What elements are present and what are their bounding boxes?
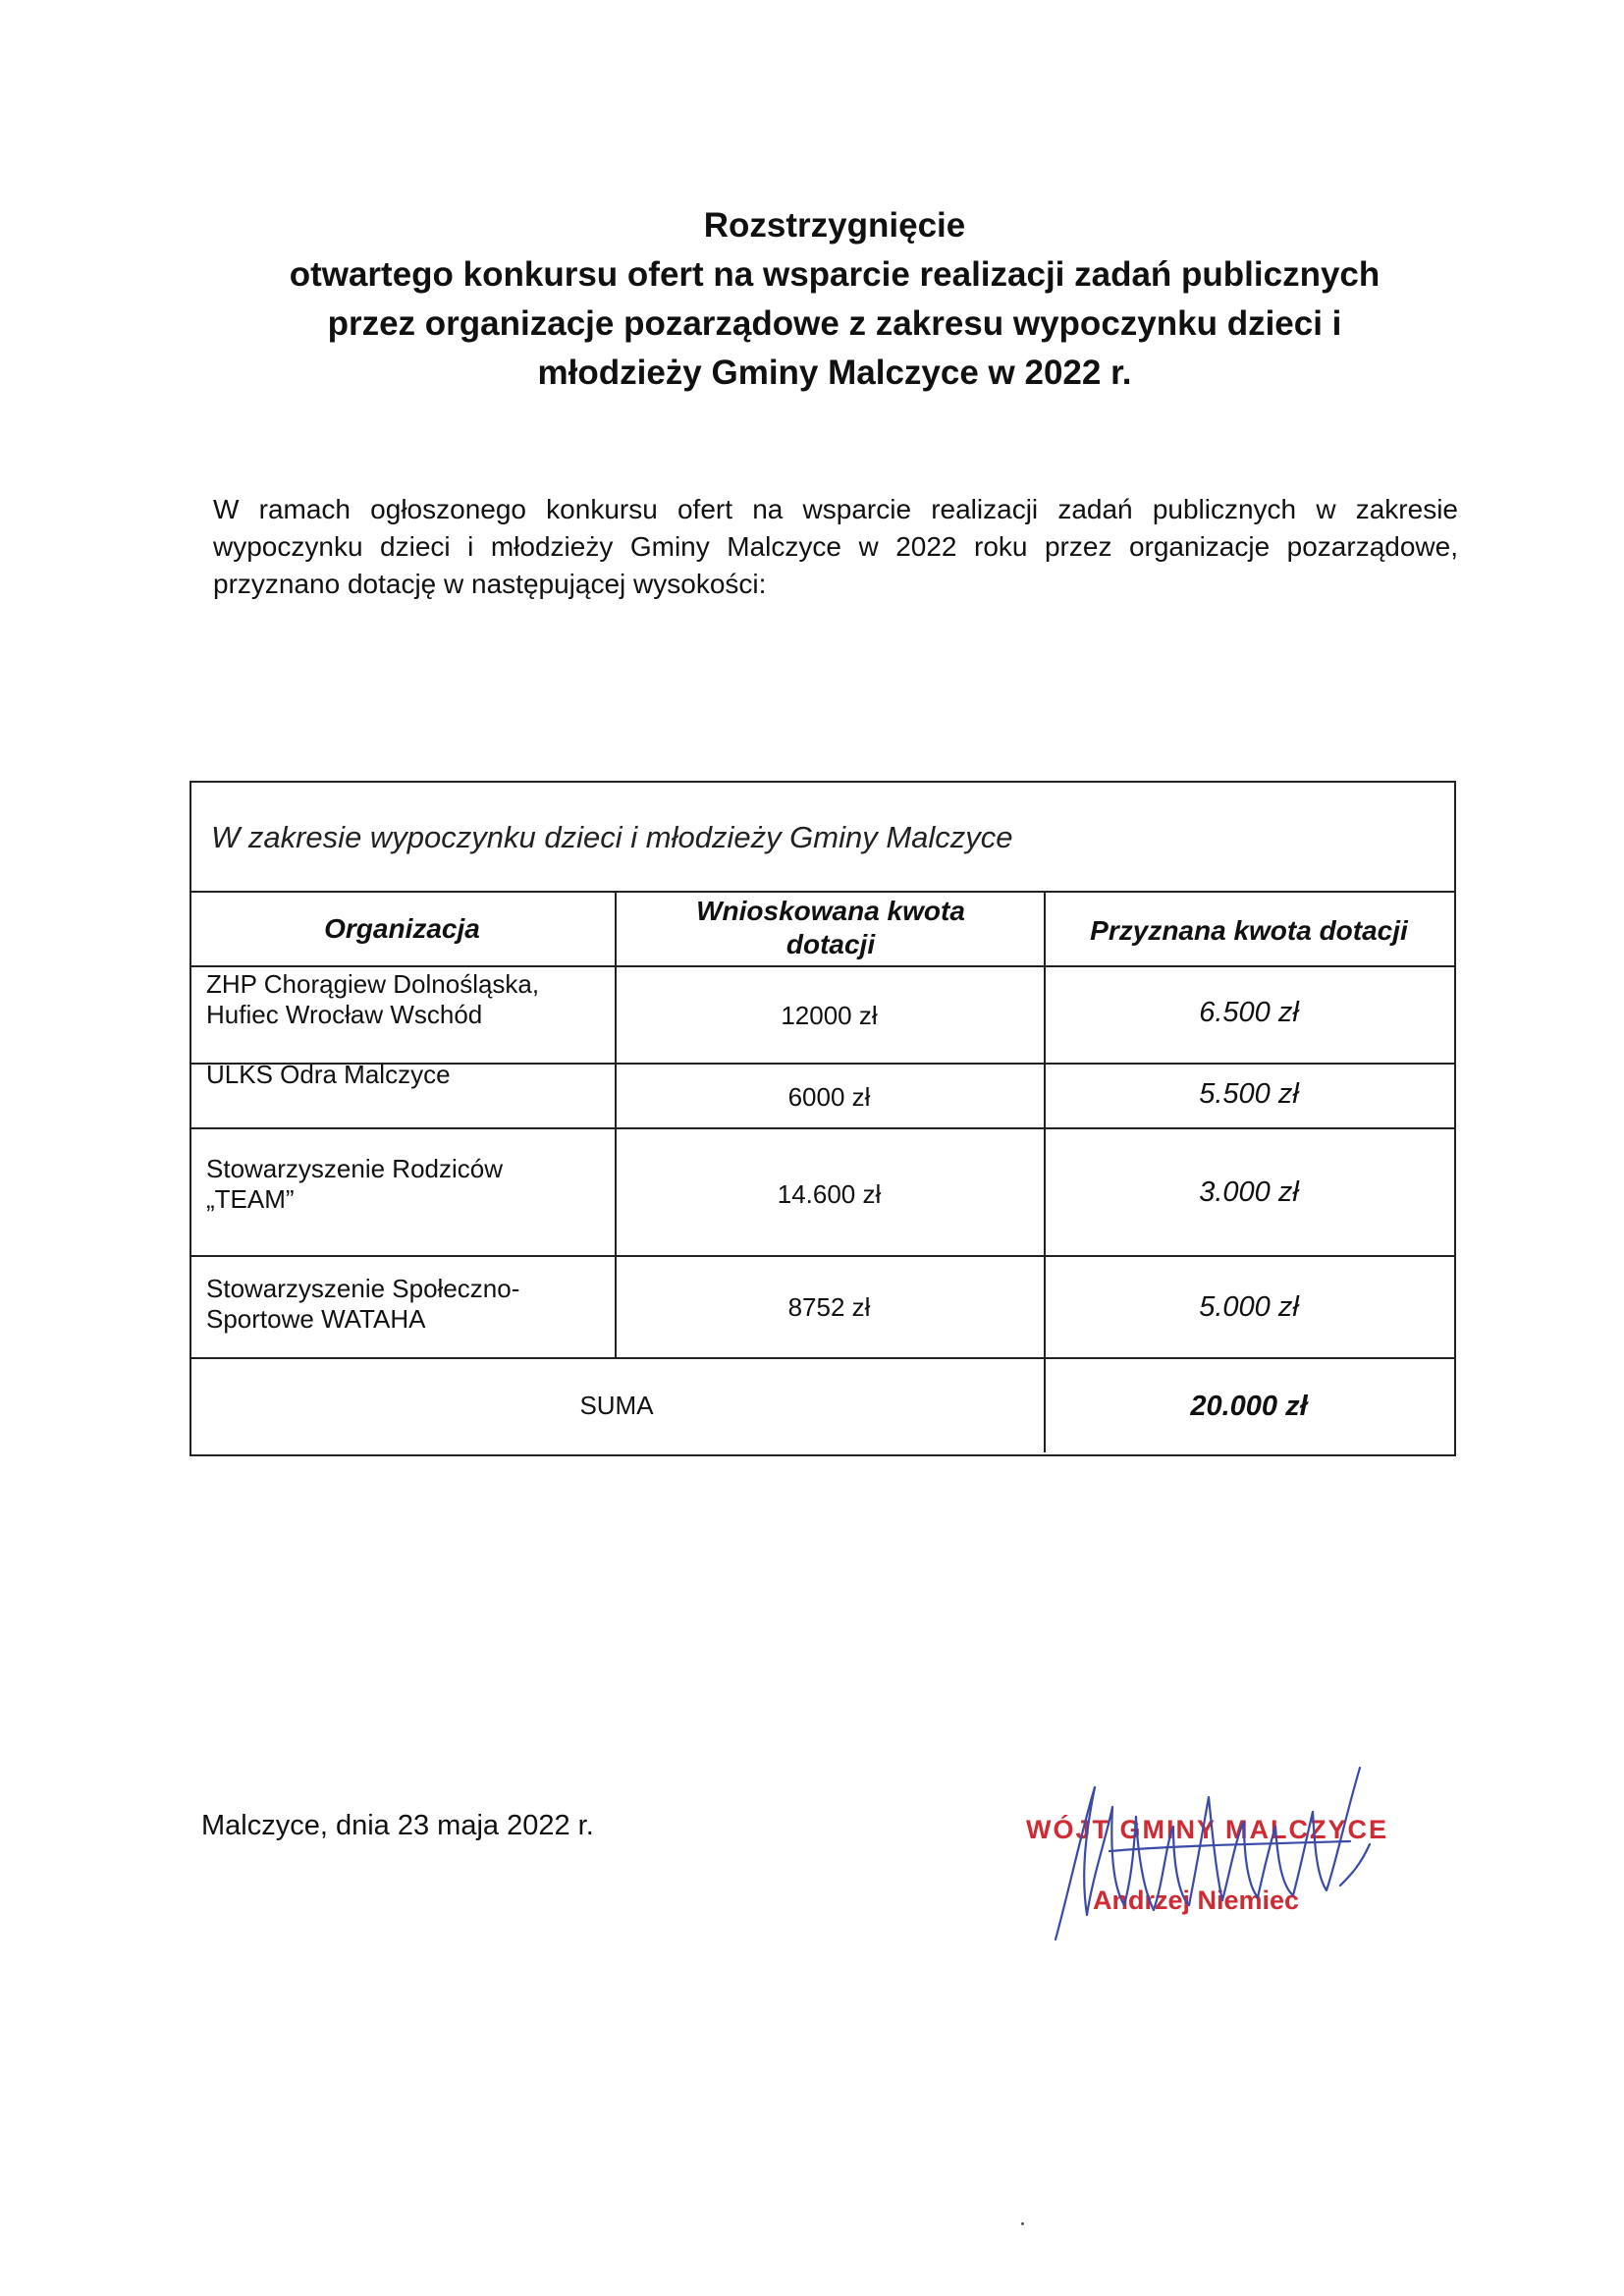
scan-dot — [1021, 2222, 1024, 2225]
row-granted: 3.000 zł — [1199, 1176, 1299, 1208]
row-granted: 5.500 zł — [1199, 1078, 1299, 1110]
grants-table — [189, 781, 1456, 1456]
row-organization-line2: Hufiec Wrocław Wschód — [206, 1000, 483, 1029]
table-column-divider — [615, 891, 617, 1357]
table-row — [206, 1154, 609, 1215]
row-organization-line1: Stowarzyszenie Rodziców — [206, 1154, 504, 1183]
title-line-4: młodzieży Gminy Malczyce w 2022 r. — [537, 354, 1132, 392]
header-granted: Przyznana kwota dotacji — [1090, 915, 1408, 946]
sum-value: 20.000 zł — [1190, 1391, 1308, 1422]
stamp-name: Andrzej Niemiec — [1093, 1886, 1300, 1915]
document-title — [196, 201, 1473, 398]
signature-stamp — [1016, 1728, 1409, 1944]
table-section-title: W zakresie wypoczynku dzieci i młodzieży Gminy Malczyce — [211, 820, 1013, 854]
row-organization-line2: Sportowe WATAHA — [206, 1304, 426, 1334]
table-divider — [189, 1127, 1454, 1129]
place-and-date: Malczyce, dnia 23 maja 2022 r. — [201, 1810, 594, 1841]
table-column-divider — [1044, 891, 1046, 1452]
stamp-title: WÓJT GMINY MALCZYCE — [1026, 1815, 1389, 1844]
row-requested: 12000 zł — [781, 1001, 878, 1030]
handwritten-signature — [1016, 1728, 1409, 1944]
row-organization-line2: „TEAM” — [206, 1184, 295, 1214]
row-organization-line1: ZHP Chorągiew Dolnośląska, — [206, 969, 540, 999]
table-divider — [189, 891, 1454, 893]
row-requested: 6000 zł — [787, 1082, 871, 1112]
header-organization: Organizacja — [324, 913, 480, 944]
row-organization-line1: Stowarzyszenie Społeczno- — [206, 1274, 520, 1303]
row-granted: 6.500 zł — [1199, 997, 1299, 1028]
sum-label: SUMA — [579, 1391, 654, 1420]
table-border — [189, 781, 1456, 1456]
title-line-2: otwartego konkursu ofert na wsparcie realizacji zadań publicznych — [289, 255, 1380, 294]
row-requested: 14.600 zł — [777, 1179, 882, 1209]
title-line-1: Rozstrzygnięcie — [703, 206, 966, 245]
table-row — [206, 1274, 609, 1335]
intro-text: W ramach ogłoszonego konkursu ofert na wsparcie realizacji zadań publicznych w zakresie wypoczynku dzieci i młodzieży Gminy Malczyce w 2022 roku przez organizacje pozarządowe, przyznano dotację w następującej wysokości: — [213, 494, 1458, 599]
table-divider — [189, 965, 1454, 967]
row-organization-line1: ULKS Odra Malczyce — [206, 1060, 451, 1089]
table-divider — [189, 1255, 1454, 1257]
row-granted: 5.000 zł — [1199, 1291, 1299, 1323]
table-row — [206, 969, 609, 1030]
table-divider — [189, 1357, 1454, 1359]
title-line-3: przez organizacje pozarządowe z zakresu wypoczynku dzieci i — [327, 304, 1342, 343]
table-row — [206, 1060, 609, 1090]
header-requested: Wnioskowana kwota dotacji — [696, 896, 965, 959]
intro-paragraph — [213, 491, 1458, 603]
row-requested: 8752 zł — [787, 1292, 871, 1322]
